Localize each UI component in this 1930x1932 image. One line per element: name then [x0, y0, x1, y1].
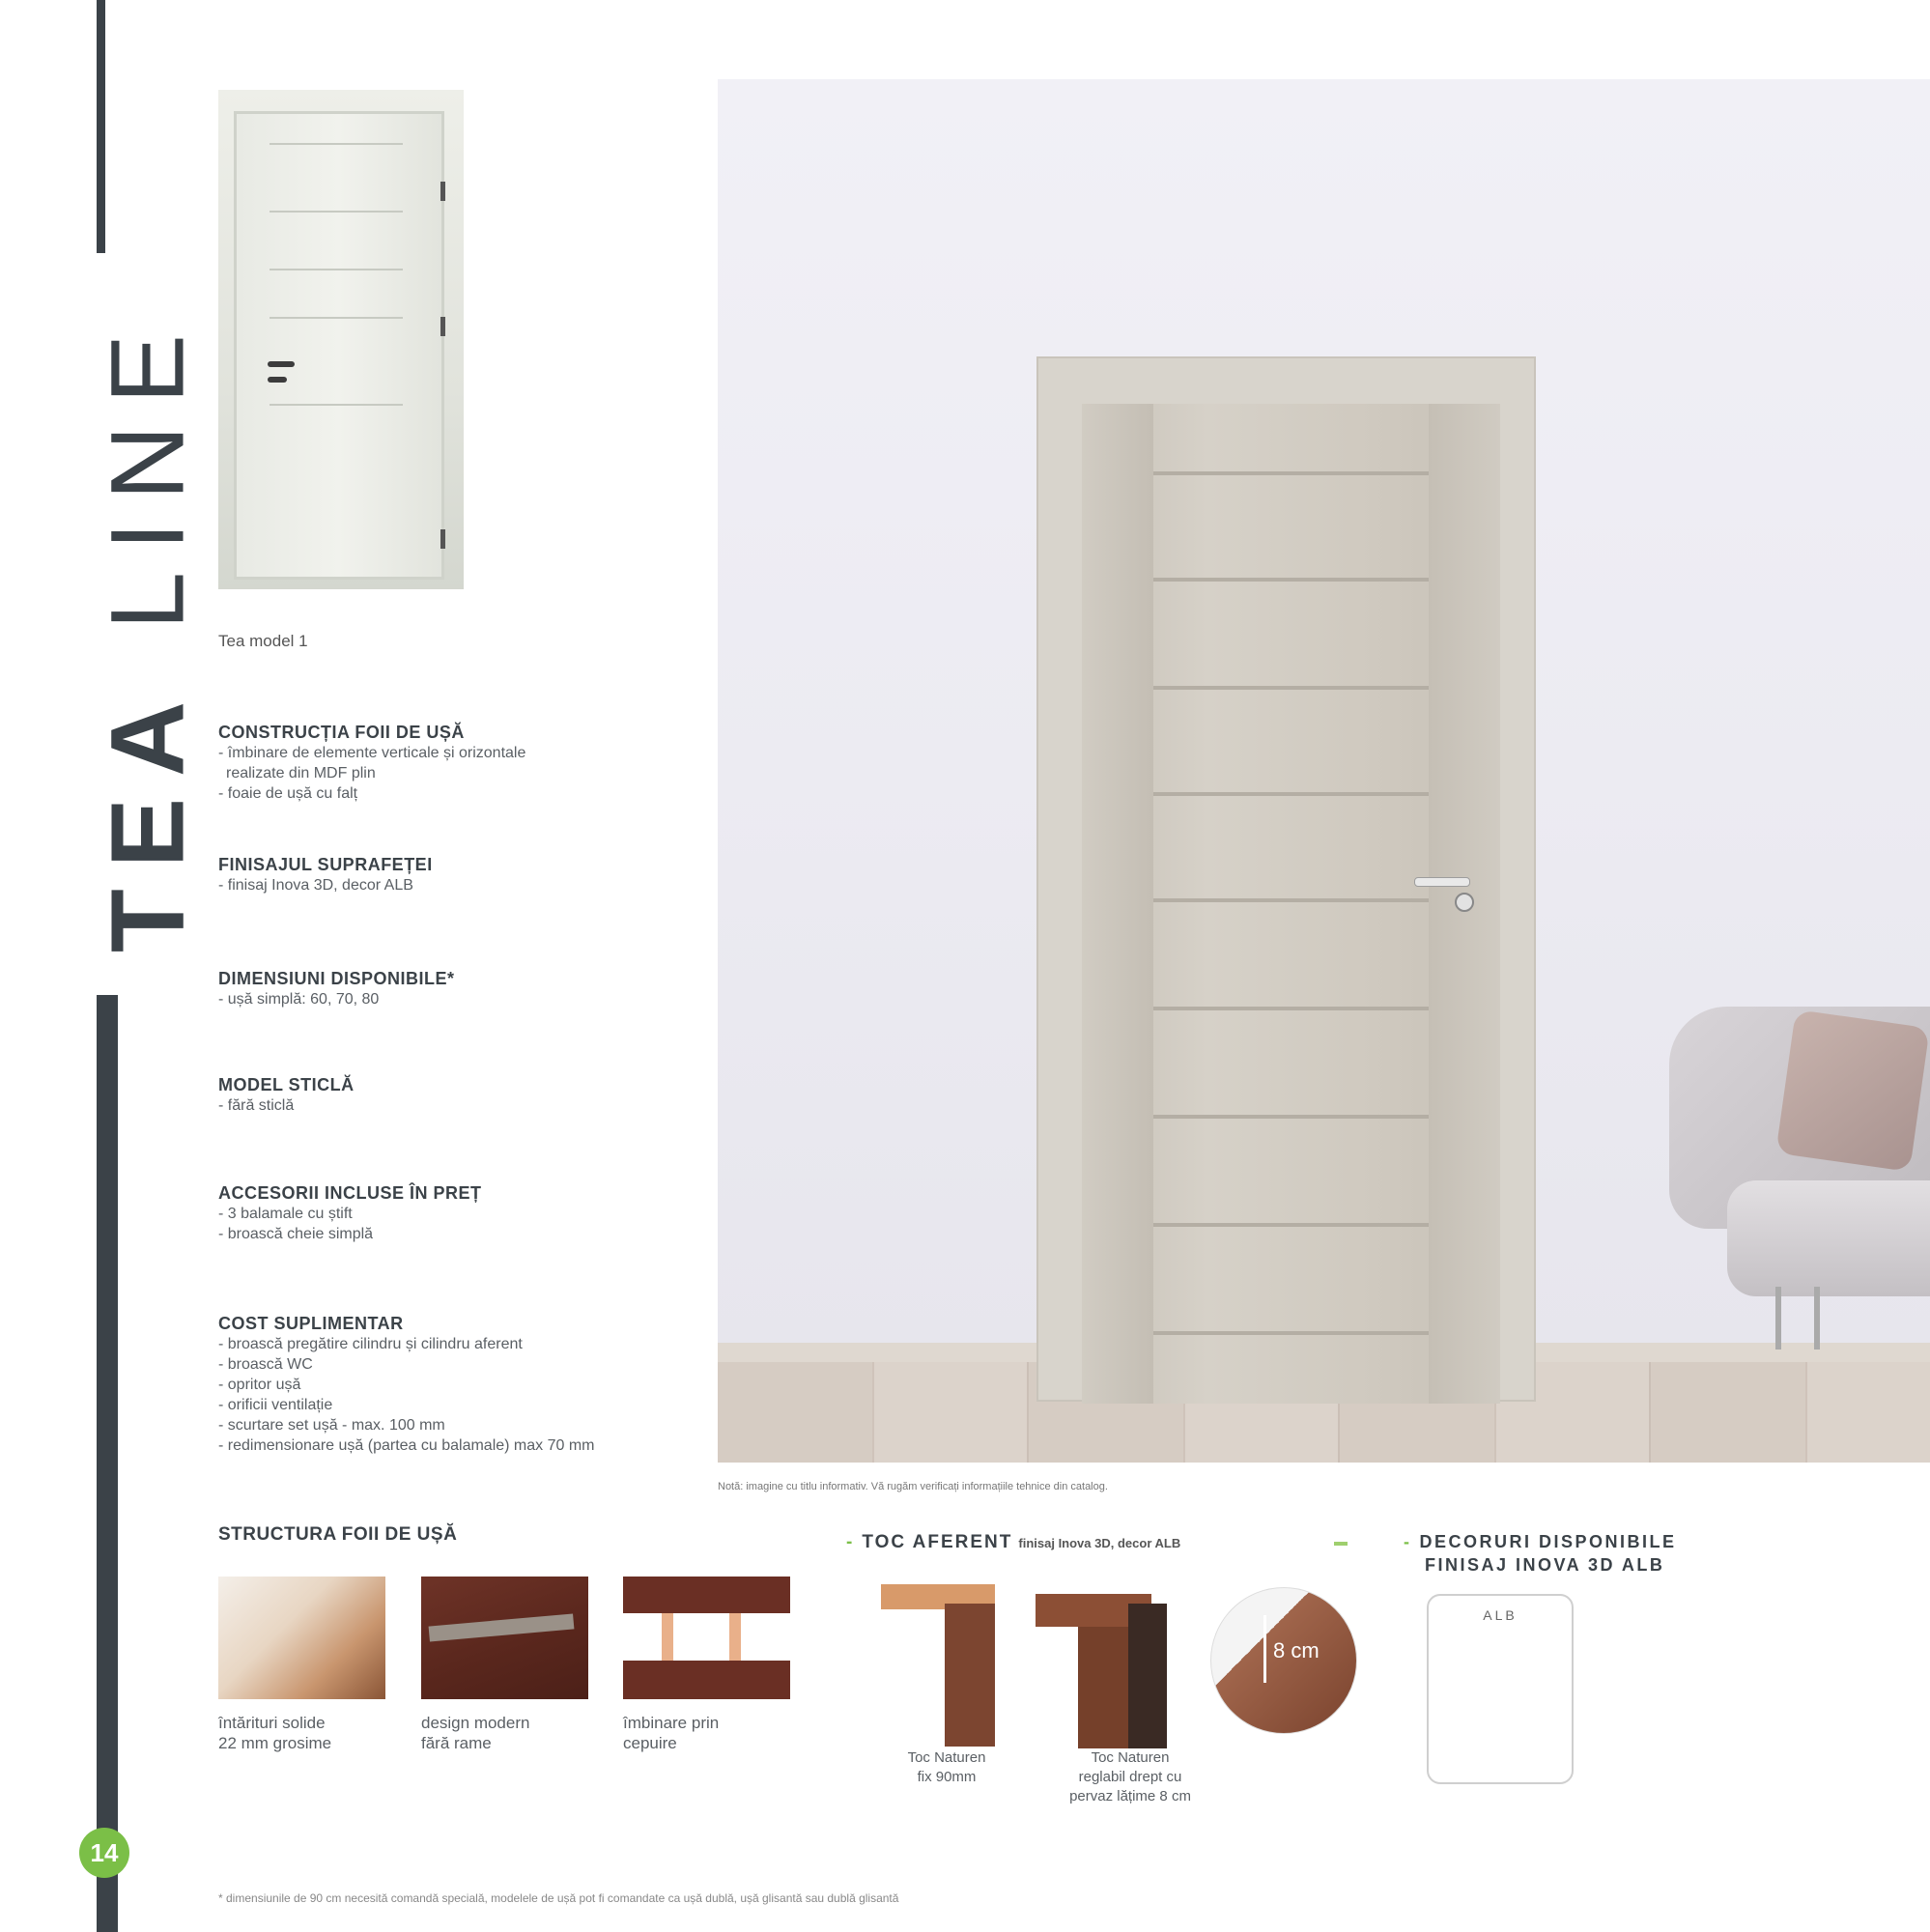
keyhole-icon — [1455, 893, 1474, 912]
door-handle-icon — [268, 361, 295, 367]
modern-design-photo — [421, 1577, 588, 1699]
spec-accesorii: ACCESORII INCLUSE ÎN PREȚ - 3 balamale cu știft - broască cheie simplă — [218, 1183, 482, 1242]
door-leaf — [1082, 404, 1500, 1404]
pervaz-width-zoom: 8 cm — [1210, 1587, 1357, 1734]
spec-cost-suplimentar: COST SUPLIMENTAR - broască pregătire cilindru și cilindru aferent - broască WC - opritor ușă - orificii ventilație - scurtare set ușă - max. 100 mm - redimensionare ușă (partea cu balamale) max 70 mm — [218, 1314, 595, 1454]
vertical-rule-bottom — [97, 995, 118, 1932]
page-number-badge: 14 — [79, 1828, 129, 1878]
toc-fix-illustration — [881, 1584, 995, 1747]
room-scene-photo — [718, 79, 1930, 1463]
footnote: * dimensiunile de 90 cm necesită comandă specială, modelele de ușă pot fi comandate ca ușă dublă, ușă glisantă sau dublă glisantă — [218, 1891, 899, 1905]
door-frame — [1036, 356, 1536, 1402]
decors-heading: - DECORURI DISPONIBILE FINISAJ INOVA 3D ALB — [1404, 1532, 1677, 1575]
solid-reinforcement-photo — [218, 1577, 385, 1699]
structure-heading: STRUCTURA FOII DE UȘĂ — [218, 1524, 458, 1545]
structure-caption-1: întărituri solide 22 mm grosime — [218, 1714, 332, 1752]
toc-caption-1: Toc Naturen fix 90mm — [907, 1749, 986, 1785]
decor-swatch-alb: ALB — [1427, 1594, 1574, 1784]
tea-model-1-photo — [218, 90, 464, 589]
spec-dimensiuni: DIMENSIUNI DISPONIBILE* - ușă simplă: 60, 70, 80 — [218, 969, 455, 1008]
door-illustration — [234, 111, 444, 580]
spec-model-sticla: MODEL STICLĂ - fără sticlă — [218, 1075, 355, 1114]
structure-caption-2: design modern fără rame — [421, 1714, 530, 1752]
image-disclaimer: Notă: imagine cu titlu informativ. Vă rugăm verificați informațiile tehnice din catalog. — [718, 1481, 1108, 1492]
vertical-rule-top — [97, 0, 105, 253]
toc-caption-2: Toc Naturen reglabil drept cu pervaz lățime 8 cm — [1069, 1749, 1191, 1804]
toc-heading: - TOC AFERENT finisaj Inova 3D, decor ALB — [846, 1532, 1181, 1552]
green-dash-divider — [1334, 1542, 1348, 1546]
tenon-joint-photo — [623, 1577, 790, 1699]
spec-constructia: CONSTRUCȚIA FOII DE UȘĂ - îmbinare de elemente verticale și orizontale realizate din MDF plin - foaie de ușă cu falț — [218, 723, 526, 802]
pillow — [1775, 1009, 1930, 1172]
armchair — [1669, 1007, 1930, 1354]
structure-caption-3: îmbinare prin cepuire — [623, 1714, 720, 1752]
door-lever-icon — [1414, 877, 1470, 887]
product-line-title: TEA LINE — [88, 312, 206, 953]
toc-reglabil-illustration — [1036, 1594, 1190, 1748]
photo-caption: Tea model 1 — [218, 632, 308, 650]
spec-finisaj: FINISAJUL SUPRAFEȚEI - finisaj Inova 3D, decor ALB — [218, 855, 433, 894]
